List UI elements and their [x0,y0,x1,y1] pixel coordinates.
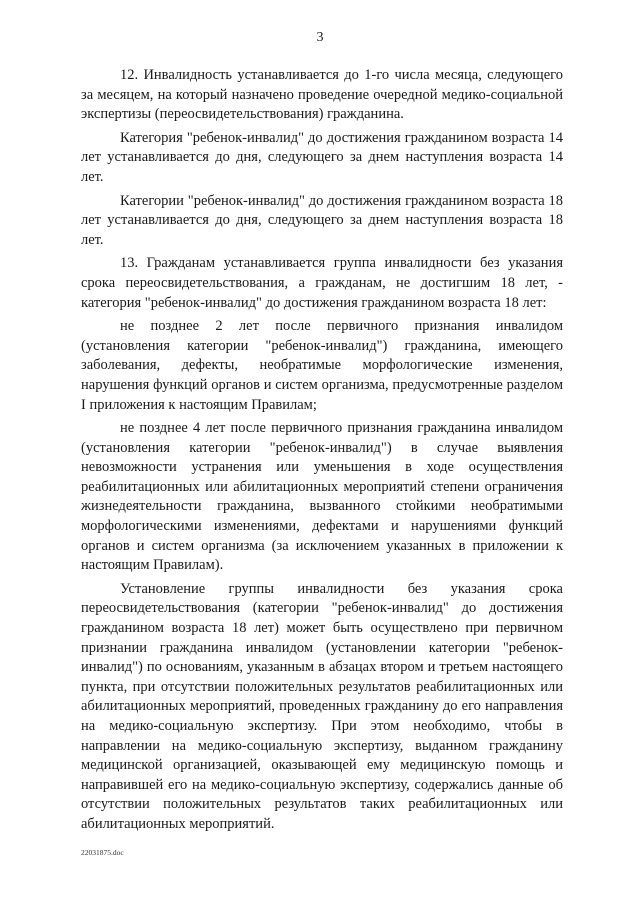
document-filename: 22031875.doc [81,848,124,857]
page-number: 3 [316,30,324,45]
paragraph-12-disability-start: 12. Инвалидность устанавливается до 1-го числа месяца, следующего за месяцем, на который назначено проведение очередной медико-социальной экспертизы (переосвидетельствования) гражданина. [81,67,563,123]
document-body [81,66,563,839]
paragraph-2-years-condition: не позднее 2 лет после первичного признания инвалидом (установления категории "ребенок-инвалид") гражданина, имеющего заболевания, дефекты, необратимые морфологические изменения, нарушения функций органов и систем организма, предусмотренные разделом I приложения к настоящим Правилам; [81,318,563,413]
paragraph-child-disabled-14: Категория "ребенок-инвалид" до достижения гражданином возраста 14 лет устанавливается до дня, следующего за днем наступления возраста 14 лет. [81,129,563,185]
paragraph-13-indefinite-group: 13. Гражданам устанавливается группа инвалидности без указания срока переосвидетельствования, а гражданам, не достигшим 18 лет, - категория "ребенок-инвалид" до достижения гражданином возраста 18 лет: [81,255,563,311]
paragraph-establishment-conditions: Установление группы инвалидности без указания срока переосвидетельствования (категории "ребенок-инвалид" до достижения гражданином возраста 18 лет) может быть осуществлено при первичном признании гражданина инвалидом (установлении категории "ребенок-инвалид") по основаниям, указанным в абзацах втором и третьем настоящего пункта, при отсутствии положительных результатов реабилитационных или абилитационных мероприятий, проведенных гражданину до его направления на медико-социальную экспертизу. При этом необходимо, чтобы в направлении на медико-социальную экспертизу, выданном гражданину медицинской организацией, оказывающей ему медицинскую помощь и направившей его на медико-социальную экспертизу, содержались данные об отсутствии положительных результатов таких реабилитационных или абилитационных мероприятий. [81,580,563,832]
paragraph-child-disabled-18: Категории "ребенок-инвалид" до достижения гражданином возраста 18 лет устанавливается до дня, следующего за днем наступления возраста 18 лет. [81,192,563,248]
paragraph-4-years-condition: не позднее 4 лет после первичного признания гражданина инвалидом (установления категории "ребенок-инвалид") в случае выявления невозможности устранения или уменьшения в ходе осуществления реабилитационных или абилитационных мероприятий степени ограничения жизнедеятельности гражданина, вызванного стойкими необратимыми морфологическими изменениями, дефектами и нарушениями функций органов и систем организма (за исключением указанных в приложении к настоящим Правилам). [81,420,563,574]
